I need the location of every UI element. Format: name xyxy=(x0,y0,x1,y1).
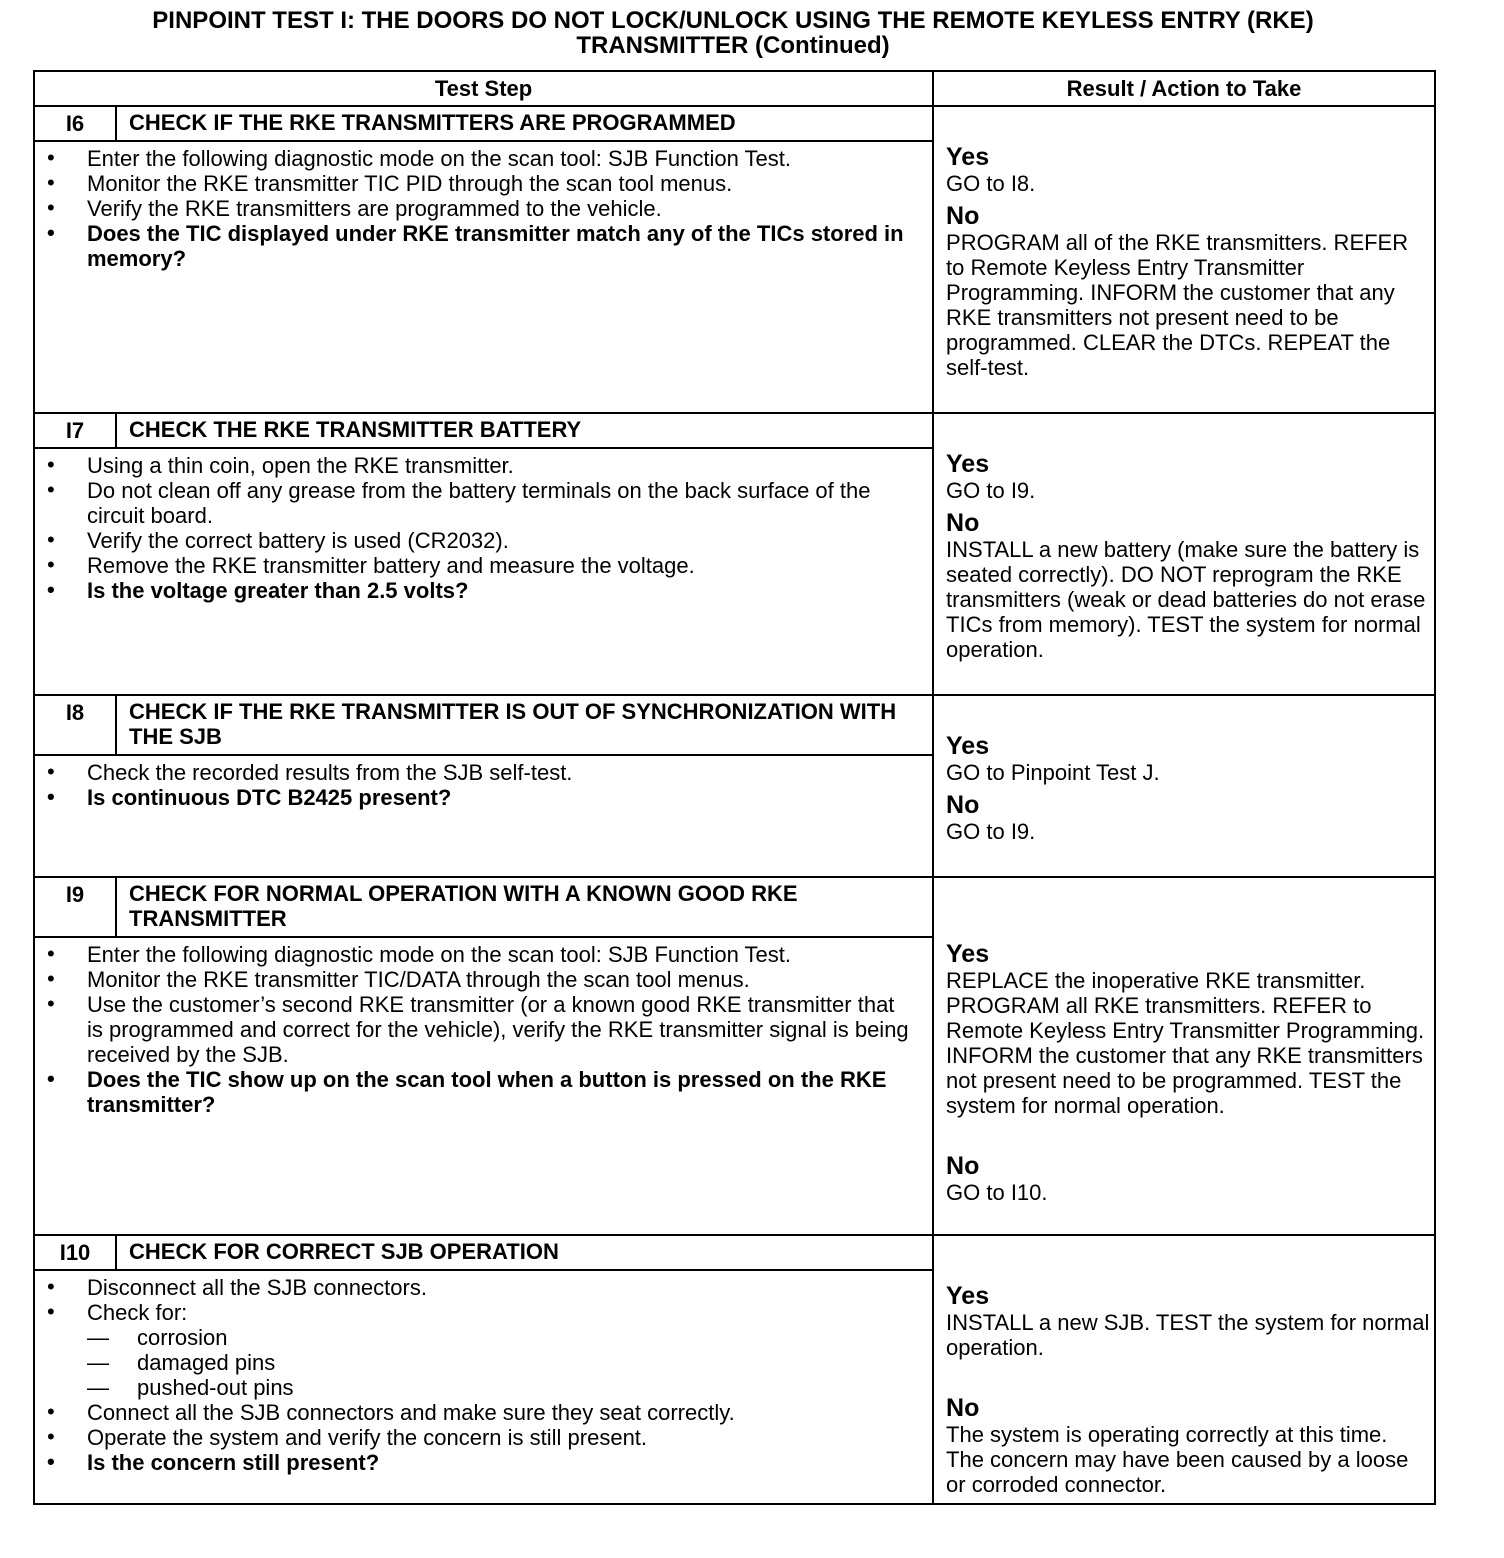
no-action: INSTALL a new battery (make sure the battery is seated correctly). DO NOT reprogram the RKE transmitters (weak or dead batteries do not erase TICs from memory). TEST the system for normal operation. xyxy=(946,537,1426,662)
yes-label: Yes xyxy=(946,450,990,478)
step-i6-instructions xyxy=(34,141,933,413)
list-item: • Operate the system and verify the concern is still present. xyxy=(47,1424,648,1450)
sub-list-item: — pushed-out pins xyxy=(87,1375,294,1400)
list-item: • Enter the following diagnostic mode on the scan tool: SJB Function Test. xyxy=(47,145,791,171)
step-i9-instructions xyxy=(34,937,933,1235)
step-i9-title-row xyxy=(34,877,1435,937)
yes-action: GO to I8. xyxy=(946,171,1036,196)
list-item: • Check for: — corrosion — damaged pins — pushed-out pins xyxy=(47,1300,912,1400)
yes-label: Yes xyxy=(946,1282,990,1310)
list-item: • Verify the RKE transmitters are programmed to the vehicle. xyxy=(47,195,662,221)
step-name: CHECK IF THE RKE TRANSMITTERS ARE PROGRAMMED xyxy=(116,106,933,141)
step-i8-result xyxy=(933,695,1435,877)
step-id: I6 xyxy=(34,106,116,141)
yes-action: REPLACE the inoperative RKE transmitter. PROGRAM all RKE transmitters. REFER to Remote Keyless Entry Transmitter Programming. INFORM the customer that any RKE transmitters not present need to be programmed. TEST the system for normal operation. xyxy=(946,968,1425,1118)
step-question: • Is the concern still present? xyxy=(47,1449,380,1475)
step-id: I8 xyxy=(34,695,116,755)
step-i10-result xyxy=(933,1235,1435,1504)
step-i10-instructions xyxy=(34,1270,933,1504)
step-id: I7 xyxy=(34,413,116,448)
header-test-step: Test Step xyxy=(34,71,933,106)
list-item: • Do not clean off any grease from the battery terminals on the back surface of the circuit board. xyxy=(47,477,871,528)
title-line-2: TRANSMITTER (Continued) xyxy=(576,32,890,59)
no-label: No xyxy=(946,1152,980,1180)
list-item: • Enter the following diagnostic mode on the scan tool: SJB Function Test. xyxy=(47,941,791,967)
yes-label: Yes xyxy=(946,940,990,968)
step-name: CHECK FOR CORRECT SJB OPERATION xyxy=(116,1235,933,1270)
yes-label: Yes xyxy=(946,143,990,171)
step-name: CHECK IF THE RKE TRANSMITTER IS OUT OF SYNCHRONIZATION WITH THE SJB xyxy=(116,695,933,755)
list-item: • Disconnect all the SJB connectors. xyxy=(47,1274,427,1300)
step-question: • Is continuous DTC B2425 present? xyxy=(47,784,452,810)
sub-list-item: — corrosion xyxy=(87,1325,228,1350)
title-line-1: PINPOINT TEST I: THE DOORS DO NOT LOCK/UNLOCK USING THE REMOTE KEYLESS ENTRY (RKE) xyxy=(152,7,1314,34)
step-question: • Does the TIC show up on the scan tool when a button is pressed on the RKE transmitter? xyxy=(47,1066,887,1117)
step-name: CHECK THE RKE TRANSMITTER BATTERY xyxy=(116,413,933,448)
no-label: No xyxy=(946,202,980,230)
table-header-row xyxy=(34,71,1435,106)
yes-action: GO to I9. xyxy=(946,478,1036,503)
step-i6-result xyxy=(933,106,1435,413)
step-i10-title-row xyxy=(34,1235,1435,1270)
no-action: PROGRAM all of the RKE transmitters. REFER to Remote Keyless Entry Transmitter Programming. INFORM the customer that any RKE transmitters not present need to be programmed. CLEAR the DTCs. REPEAT the self-test. xyxy=(946,230,1409,380)
step-name: CHECK FOR NORMAL OPERATION WITH A KNOWN GOOD RKE TRANSMITTER xyxy=(116,877,933,937)
list-item: • Using a thin coin, open the RKE transmitter. xyxy=(47,452,514,478)
step-i7-instructions xyxy=(34,448,933,695)
no-action: GO to I10. xyxy=(946,1180,1048,1205)
step-i6-title-row xyxy=(34,106,1435,141)
no-action: GO to I9. xyxy=(946,819,1036,844)
page-title xyxy=(0,8,1466,58)
step-i7-result xyxy=(933,413,1435,695)
no-label: No xyxy=(946,1394,980,1422)
no-label: No xyxy=(946,509,980,537)
no-action: The system is operating correctly at this time. The concern may have been caused by a loose or corroded connector. xyxy=(946,1422,1409,1497)
step-i7-title-row xyxy=(34,413,1435,448)
step-i8-instructions xyxy=(34,755,933,877)
step-i9-result xyxy=(933,877,1435,1235)
yes-action: INSTALL a new SJB. TEST the system for normal operation. xyxy=(946,1310,1430,1360)
step-i8-title-row xyxy=(34,695,1435,755)
list-item: • Verify the correct battery is used (CR2032). xyxy=(47,527,509,553)
sub-list-item: — damaged pins xyxy=(87,1350,276,1375)
list-item: • Monitor the RKE transmitter TIC/DATA through the scan tool menus. xyxy=(47,966,750,992)
list-item: • Check the recorded results from the SJB self-test. xyxy=(47,759,573,785)
header-result: Result / Action to Take xyxy=(933,71,1435,106)
step-question: • Does the TIC displayed under RKE transmitter match any of the TICs stored in memory? xyxy=(47,220,904,271)
list-item: • Use the customer’s second RKE transmitter (or a known good RKE transmitter that is programmed and correct for the vehicle), verify the RKE transmitter signal is being received by the SJB. xyxy=(47,991,909,1067)
yes-action: GO to Pinpoint Test J. xyxy=(946,760,1160,785)
list-item: • Connect all the SJB connectors and make sure they seat correctly. xyxy=(47,1399,735,1425)
no-label: No xyxy=(946,791,980,819)
list-item: • Remove the RKE transmitter battery and measure the voltage. xyxy=(47,552,695,578)
step-id: I9 xyxy=(34,877,116,937)
yes-label: Yes xyxy=(946,732,990,760)
pinpoint-test-table xyxy=(33,70,1436,1505)
list-item: • Monitor the RKE transmitter TIC PID through the scan tool menus. xyxy=(47,170,733,196)
step-id: I10 xyxy=(34,1235,116,1270)
step-question: • Is the voltage greater than 2.5 volts? xyxy=(47,577,469,603)
